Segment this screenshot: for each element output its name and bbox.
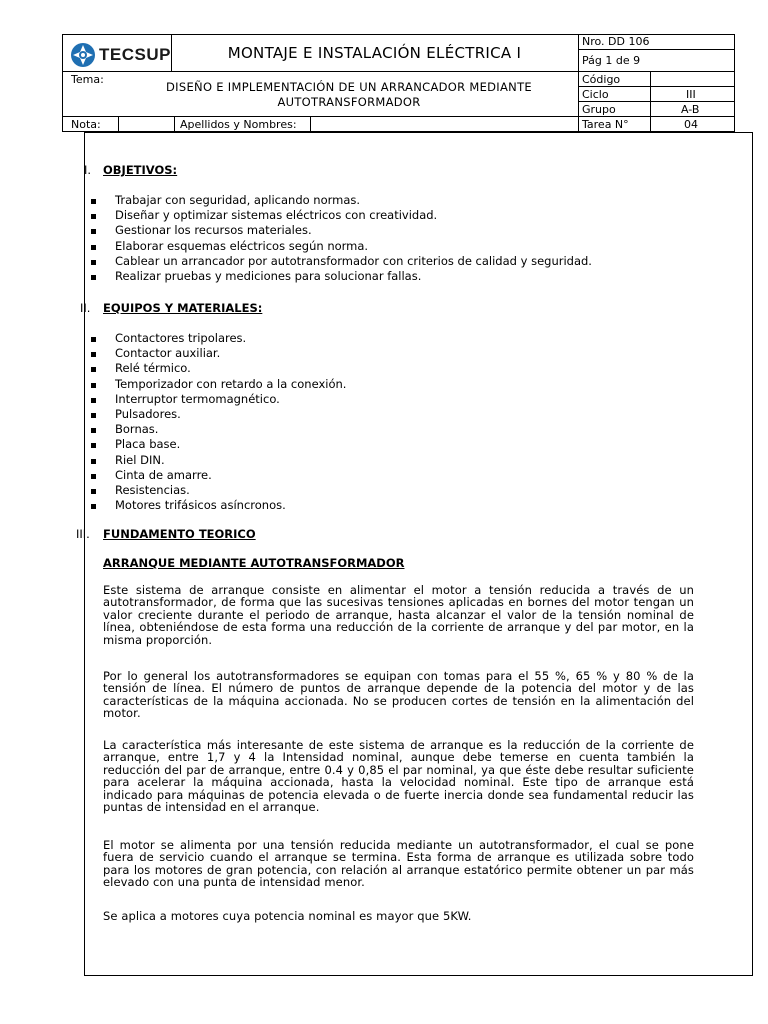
grupo-value: A-B — [681, 103, 700, 116]
section-objetivos-title: OBJETIVOS: — [103, 163, 178, 177]
tecsup-logo-icon — [70, 42, 96, 68]
subsection-arranque-title: ARRANQUE MEDIANTE AUTOTRANSFORMADOR — [103, 556, 405, 570]
list-item: Motores trifásicos asíncronos. — [90, 498, 346, 513]
section-fundamento-title: FUNDAMENTO TEORICO — [103, 527, 256, 541]
section-1-numeral: I. — [84, 163, 92, 177]
list-item: Diseñar y optimizar sistemas eléctricos con creatividad. — [90, 208, 592, 223]
nombres-label: Apellidos y Nombres: — [180, 118, 297, 131]
list-item: Placa base. — [90, 437, 346, 452]
list-item: Temporizador con retardo a la conexión. — [90, 377, 346, 392]
tema-line-2: AUTOTRANSFORMADOR — [277, 95, 421, 109]
list-item: Bornas. — [90, 422, 346, 437]
ciclo-value: III — [686, 88, 696, 101]
paragraph: La característica más interesante de este sistema de arranque es la reducción de la corriente de arranque, entre 1,7 y 4 la Intensidad nominal, aunque debe temerse en cuenta también la reducción del par de arranque, entre 0.4 y 0,85 el par nominal, ya que éste debe resultar suficiente para acelerar la máquina accionada, hasta la velocidad nominal. Este tipo de arranque está indicado para máquinas de potencia elevada o de fuerte inercia donde sea fundamental reducir las puntas de intensidad en el arranque. — [103, 738, 694, 815]
list-item: Interruptor termomagnético. — [90, 392, 346, 407]
list-item: Riel DIN. — [90, 453, 346, 468]
course-title: MONTAJE E INSTALACIÓN ELÉCTRICA I — [227, 44, 522, 62]
list-item: Cinta de amarre. — [90, 468, 346, 483]
paragraph: Este sistema de arranque consiste en alimentar el motor a tensión reducida a través de un autotransformador, de forma que las sucesivas tensiones aplicadas en bornes del motor tengan un valor creciente durante el periodo de arranque, hasta alcanzar el valor de la tensión nominal de línea, obteniéndose de esta forma una reducción de la corriente de arranque y del par motor, en la misma proporción. — [103, 583, 694, 647]
list-item: Cablear un arrancador por autotransformador con criterios de calidad y seguridad. — [90, 254, 592, 269]
tema-title — [140, 80, 558, 110]
tema-label: Tema: — [71, 73, 104, 86]
list-item: Relé térmico. — [90, 361, 346, 376]
tarea-value: 04 — [684, 118, 698, 131]
section-3-numeral: III. — [76, 527, 90, 541]
list-item: Resistencias. — [90, 483, 346, 498]
logo-wordmark: TECSUP — [99, 45, 171, 64]
list-item: Realizar pruebas y mediciones para solucionar fallas. — [90, 269, 592, 284]
equipos-list — [90, 331, 346, 513]
list-item: Contactores tripolares. — [90, 331, 346, 346]
objetivos-list — [90, 193, 592, 284]
page-info: Pág 1 de 9 — [582, 54, 641, 67]
ciclo-label: Ciclo — [582, 88, 609, 101]
paragraph: Se aplica a motores cuya potencia nominal es mayor que 5KW. — [103, 909, 472, 923]
paragraph: El motor se alimenta por una tensión reducida mediante un autotransformador, el cual se pone fuera de servicio cuando el arranque se termina. Esta forma de arranque es utilizada sobre todo para los motores de gran potencia, con relación al arranque estatórico permite obtener un par más elevado con una punta de intensidad menor. — [103, 838, 694, 890]
doc-number: Nro. DD 106 — [582, 35, 650, 48]
list-item: Contactor auxiliar. — [90, 346, 346, 361]
list-item: Pulsadores. — [90, 407, 346, 422]
grupo-label: Grupo — [582, 103, 616, 116]
tarea-label: Tarea N° — [582, 118, 629, 131]
tecsup-logo — [70, 42, 171, 68]
codigo-label: Código — [582, 73, 621, 86]
list-item: Elaborar esquemas eléctricos según norma. — [90, 239, 592, 254]
list-item: Trabajar con seguridad, aplicando normas. — [90, 193, 592, 208]
section-equipos-title: EQUIPOS Y MATERIALES: — [103, 301, 263, 315]
nota-label: Nota: — [71, 118, 101, 131]
section-2-numeral: II. — [80, 301, 91, 315]
tema-line-1: DISEÑO E IMPLEMENTACIÓN DE UN ARRANCADOR MEDIANTE — [166, 80, 532, 94]
list-item: Gestionar los recursos materiales. — [90, 223, 592, 238]
paragraph: Por lo general los autotransformadores se equipan con tomas para el 55 %, 65 % y 80 % de la tensión de línea. El número de puntos de arranque depende de la potencia del motor y de las características de la máquina accionada. No se producen cortes de tensión en la alimentación del motor. — [103, 669, 694, 721]
